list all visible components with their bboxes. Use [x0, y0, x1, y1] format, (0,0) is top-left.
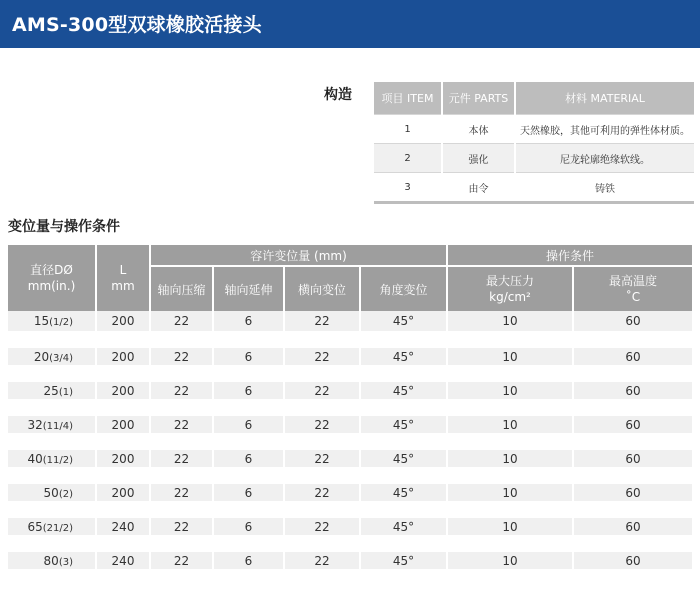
- length-cell: 240: [96, 552, 150, 569]
- extension-cell: 6: [213, 416, 284, 433]
- item-cell: 2: [374, 144, 442, 173]
- length-cell: 200: [96, 416, 150, 433]
- diameter-inch: (11/2): [42, 454, 73, 466]
- table-row: [8, 450, 692, 467]
- header-diameter-top: 直径DØ: [30, 263, 73, 277]
- pressure-cell: 10: [447, 518, 573, 535]
- construction-row: [374, 173, 694, 203]
- compression-cell: 22: [150, 518, 213, 535]
- diameter-inch: (1/2): [49, 317, 73, 328]
- header-max-pressure-unit: kg/cm²: [489, 290, 531, 304]
- row-spacer: [8, 467, 692, 484]
- angle-cell: 45°: [360, 484, 447, 501]
- diameter-mm: 40: [27, 451, 43, 466]
- table-row: [8, 552, 692, 569]
- extension-cell: 6: [213, 348, 284, 365]
- construction-table: [374, 82, 694, 204]
- table-row: [8, 416, 692, 433]
- temperature-cell: 60: [573, 450, 692, 467]
- extension-cell: 6: [213, 484, 284, 501]
- header-axial-compression: 轴向压缩: [150, 266, 213, 311]
- extension-cell: 6: [213, 518, 284, 535]
- diameter-cell: [8, 518, 96, 535]
- construction-row: [374, 115, 694, 144]
- header-axial-extension: 轴向延伸: [213, 266, 284, 311]
- diameter-cell: [8, 416, 96, 433]
- col-header-parts: 元件 PARTS: [442, 82, 515, 115]
- construction-row: [374, 144, 694, 173]
- table-row: [8, 382, 692, 399]
- header-max-temperature-top: 最高温度: [608, 274, 657, 288]
- pressure-cell: 10: [447, 552, 573, 569]
- compression-cell: 22: [150, 382, 213, 399]
- item-cell: 3: [374, 173, 442, 203]
- diameter-cell: [8, 382, 96, 399]
- header-max-temperature: [573, 266, 692, 311]
- spec-header-row-1: [8, 245, 692, 266]
- material-cell: 天然橡胶，其他可利用的弹性体材质。: [515, 115, 694, 144]
- length-cell: 200: [96, 484, 150, 501]
- header-diameter: [8, 245, 96, 311]
- diameter-inch: (21/2): [42, 522, 73, 534]
- diameter-inch: (3): [58, 556, 73, 568]
- header-length-bottom: mm: [111, 279, 135, 293]
- row-spacer-cell: [8, 399, 692, 416]
- diameter-inch: (11/4): [42, 420, 73, 432]
- lateral-cell: 22: [284, 416, 360, 433]
- pressure-cell: 10: [447, 450, 573, 467]
- table-row: [8, 348, 692, 365]
- pressure-cell: 10: [447, 348, 573, 365]
- diameter-cell: [8, 552, 96, 569]
- part-cell: 强化: [442, 144, 515, 173]
- compression-cell: 22: [150, 484, 213, 501]
- diameter-mm: 32: [27, 417, 43, 432]
- construction-header-row: [374, 82, 694, 115]
- lateral-cell: 22: [284, 518, 360, 535]
- pressure-cell: 10: [447, 416, 573, 433]
- header-length-top: L: [119, 263, 127, 277]
- row-spacer: [8, 399, 692, 416]
- row-spacer: [8, 331, 692, 348]
- row-spacer-cell: [8, 501, 692, 518]
- diameter-inch: (1): [58, 386, 73, 398]
- length-cell: 240: [96, 518, 150, 535]
- extension-cell: 6: [213, 311, 284, 331]
- length-cell: 200: [96, 382, 150, 399]
- material-cell: 尼龙轮廓绝缘软线。: [515, 144, 694, 173]
- section-title: 变位量与操作条件: [8, 219, 120, 235]
- diameter-mm: 25: [43, 383, 59, 398]
- diameter-cell: [8, 348, 96, 365]
- row-spacer-cell: [8, 433, 692, 450]
- temperature-cell: 60: [573, 552, 692, 569]
- diameter-cell: [8, 311, 96, 331]
- diameter-mm: 15: [33, 314, 50, 328]
- header-length: [96, 245, 150, 311]
- row-spacer: [8, 501, 692, 518]
- length-cell: 200: [96, 311, 150, 331]
- header-operating-conditions: 操作条件: [447, 245, 692, 266]
- row-spacer-cell: [8, 467, 692, 484]
- page-title: AMS-300型双球橡胶活接头: [12, 14, 262, 36]
- length-cell: 200: [96, 348, 150, 365]
- compression-cell: 22: [150, 450, 213, 467]
- pressure-cell: 10: [447, 484, 573, 501]
- length-cell: 200: [96, 450, 150, 467]
- lateral-cell: 22: [284, 552, 360, 569]
- header-diameter-bottom: mm(in.): [27, 279, 76, 293]
- header-max-temperature-unit: ˚C: [625, 290, 641, 304]
- diameter-inch: (2): [58, 488, 73, 500]
- part-cell: 本体: [442, 115, 515, 144]
- header-allowable-displacement: 容许变位量 (mm): [150, 245, 447, 266]
- lateral-cell: 22: [284, 484, 360, 501]
- compression-cell: 22: [150, 416, 213, 433]
- diameter-mm: 20: [33, 349, 50, 364]
- extension-cell: 6: [213, 382, 284, 399]
- angle-cell: 45°: [360, 450, 447, 467]
- angle-cell: 45°: [360, 518, 447, 535]
- col-header-item: 项目 ITEM: [374, 82, 442, 115]
- row-spacer: [8, 365, 692, 382]
- item-cell: 1: [374, 115, 442, 144]
- title-bar: [0, 0, 700, 48]
- lateral-cell: 22: [284, 348, 360, 365]
- material-cell: 铸铁: [515, 173, 694, 203]
- diameter-mm: 50: [43, 485, 59, 500]
- extension-cell: 6: [213, 552, 284, 569]
- diameter-cell: [8, 450, 96, 467]
- lateral-cell: 22: [284, 450, 360, 467]
- temperature-cell: 60: [573, 484, 692, 501]
- pressure-cell: 10: [447, 382, 573, 399]
- table-row: [8, 484, 692, 501]
- lateral-cell: 22: [284, 382, 360, 399]
- angle-cell: 45°: [360, 348, 447, 365]
- construction-label: 构造: [324, 87, 352, 103]
- row-spacer-cell: [8, 331, 692, 348]
- diameter-mm: 65: [27, 519, 43, 534]
- diameter-inch: (3/4): [49, 352, 73, 364]
- temperature-cell: 60: [573, 518, 692, 535]
- extension-cell: 6: [213, 450, 284, 467]
- temperature-cell: 60: [573, 416, 692, 433]
- angle-cell: 45°: [360, 416, 447, 433]
- diameter-mm: 80: [43, 553, 59, 568]
- compression-cell: 22: [150, 311, 213, 331]
- compression-cell: 22: [150, 348, 213, 365]
- row-spacer-cell: [8, 365, 692, 382]
- diameter-cell: [8, 484, 96, 501]
- header-lateral: 横向变位: [284, 266, 360, 311]
- part-cell: 由令: [442, 173, 515, 203]
- table-row: [8, 311, 692, 331]
- row-spacer: [8, 535, 692, 552]
- angle-cell: 45°: [360, 382, 447, 399]
- angle-cell: 45°: [360, 552, 447, 569]
- compression-cell: 22: [150, 552, 213, 569]
- row-spacer-cell: [8, 535, 692, 552]
- temperature-cell: 60: [573, 382, 692, 399]
- header-angular: 角度变位: [360, 266, 447, 311]
- temperature-cell: 60: [573, 311, 692, 331]
- angle-cell: 45°: [360, 311, 447, 331]
- header-max-pressure: [447, 266, 573, 311]
- header-max-pressure-top: 最大压力: [485, 274, 534, 288]
- spec-table-body: [8, 311, 692, 569]
- pressure-cell: 10: [447, 311, 573, 331]
- row-spacer: [8, 433, 692, 450]
- spec-table: [8, 245, 692, 569]
- col-header-material: 材料 MATERIAL: [515, 82, 694, 115]
- table-row: [8, 518, 692, 535]
- lateral-cell: 22: [284, 311, 360, 331]
- temperature-cell: 60: [573, 348, 692, 365]
